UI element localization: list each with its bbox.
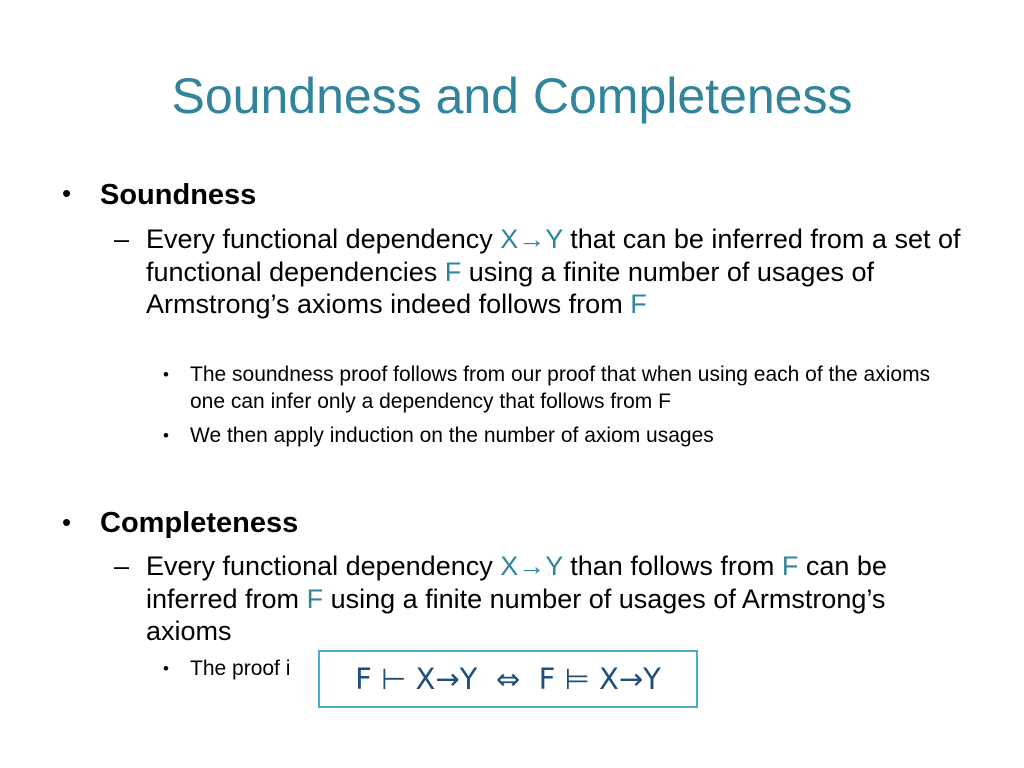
text-segment: than follows from bbox=[562, 551, 782, 581]
soundness-proof-note: The soundness proof follows from our proof that when using each of the axioms one can infer only a dependency that follows from F bbox=[190, 363, 931, 413]
text-segment: Every functional dependency bbox=[146, 551, 501, 581]
bullet-icon: • bbox=[163, 365, 169, 384]
bullet-icon: • bbox=[163, 426, 169, 445]
equivalence-box bbox=[318, 650, 698, 708]
f-highlight: F bbox=[444, 256, 462, 287]
bullet-icon: • bbox=[62, 178, 72, 208]
f-highlight: F bbox=[306, 583, 324, 614]
dash-bullet-icon: – bbox=[114, 224, 130, 254]
text-segment: Every functional dependency bbox=[146, 224, 501, 254]
text-segment: using a finite number of usages of Armstrong’s axioms indeed follows from bbox=[146, 256, 874, 319]
soundness-heading: Soundness bbox=[100, 179, 257, 211]
text-segment: using a finite number of usages of Armstrong’s axioms bbox=[146, 583, 886, 646]
soundness-statement bbox=[146, 223, 966, 321]
dash-bullet-icon: – bbox=[114, 551, 130, 581]
soundness-induction-note: We then apply induction on the number of axiom usages bbox=[190, 424, 714, 447]
completeness-heading: Completeness bbox=[100, 507, 299, 539]
fd-highlight: X→Y bbox=[500, 551, 563, 581]
completeness-proof-note: The proof i bbox=[190, 657, 291, 680]
text-segment: that can be inferred from a set of functional dependencies bbox=[146, 224, 961, 287]
bullet-icon: • bbox=[163, 659, 169, 678]
bullet-icon: • bbox=[62, 507, 72, 537]
completeness-statement bbox=[146, 550, 966, 648]
slide-title: Soundness and Completeness bbox=[171, 68, 853, 124]
equivalence-formula: F ⊢ X→Y ⇔ F ⊨ X→Y bbox=[355, 662, 661, 696]
fd-highlight: X→Y bbox=[500, 224, 563, 254]
f-highlight: F bbox=[781, 551, 799, 581]
text-segment: can be inferred from bbox=[146, 551, 887, 614]
f-highlight: F bbox=[630, 289, 647, 319]
